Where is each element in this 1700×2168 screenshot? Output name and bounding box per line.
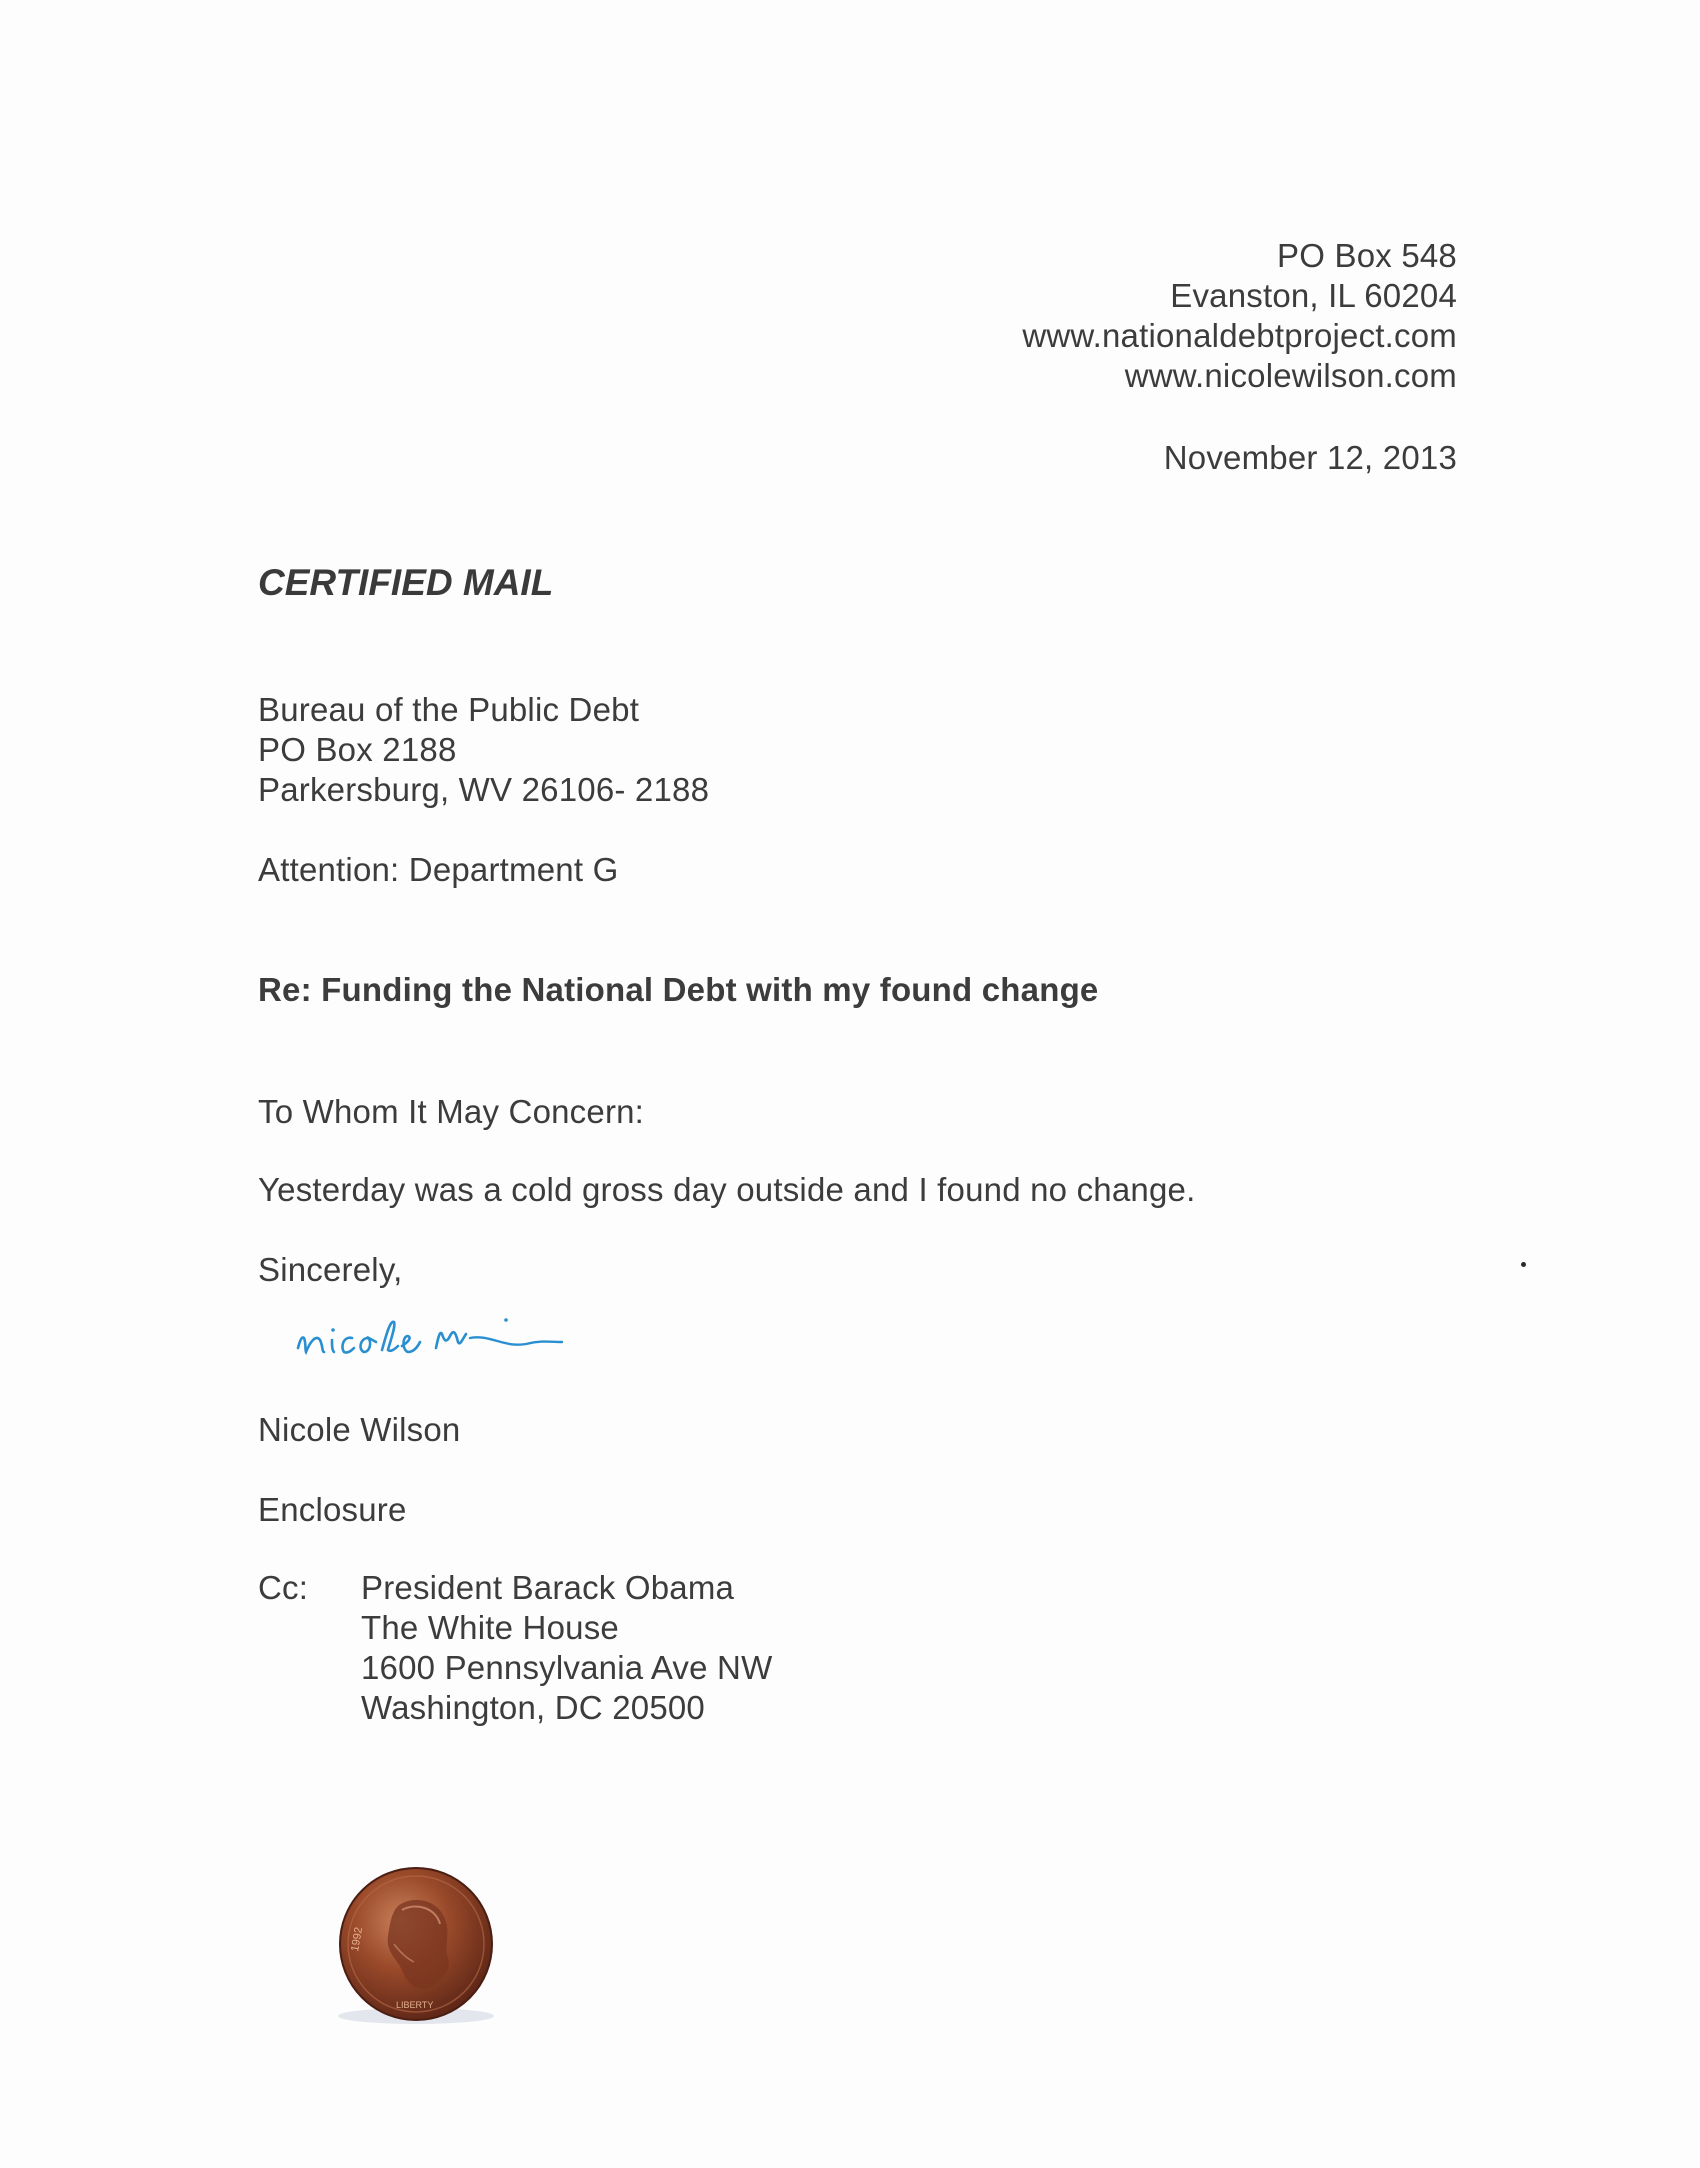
enclosure-note: Enclosure [258, 1491, 407, 1528]
certified-mail-heading: CERTIFIED MAIL [258, 562, 554, 603]
recipient-name: Bureau of the Public Debt [258, 691, 640, 728]
cc-address-block [361, 1568, 772, 1728]
cc-label: Cc: [258, 1569, 309, 1606]
signer-name: Nicole Wilson [258, 1411, 461, 1448]
recipient-address-line1: PO Box 2188 [258, 731, 457, 768]
sender-address-line1: PO Box 548 [1277, 237, 1457, 274]
subject-line: Re: Funding the National Debt with my found change [258, 971, 1099, 1008]
sender-address-block [1022, 236, 1457, 396]
handwritten-signature [290, 1290, 580, 1370]
letter-date: November 12, 2013 [1163, 439, 1457, 476]
cc-name: President Barack Obama [361, 1569, 735, 1606]
coin-motto: LIBERTY [396, 2000, 434, 2010]
scan-speck [1521, 1262, 1526, 1267]
attention-line: Attention: Department G [258, 851, 619, 888]
recipient-address-block [258, 690, 709, 810]
cc-line2: 1600 Pennsylvania Ave NW [361, 1649, 773, 1686]
penny-icon [336, 1866, 496, 2026]
recipient-address-line2: Parkersburg, WV 26106- 2188 [258, 771, 710, 808]
salutation: To Whom It May Concern: [258, 1093, 645, 1130]
sender-website-1: www.nationaldebtproject.com [1022, 317, 1457, 354]
cc-line1: The White House [361, 1609, 619, 1646]
closing: Sincerely, [258, 1251, 403, 1288]
coin-year: 1992 [349, 1926, 366, 1953]
sender-website-2: www.nicolewilson.com [1124, 357, 1457, 394]
letter-body: Yesterday was a cold gross day outside and I found no change. [258, 1171, 1196, 1208]
sender-address-line2: Evanston, IL 60204 [1170, 277, 1457, 314]
cc-line3: Washington, DC 20500 [361, 1689, 705, 1726]
